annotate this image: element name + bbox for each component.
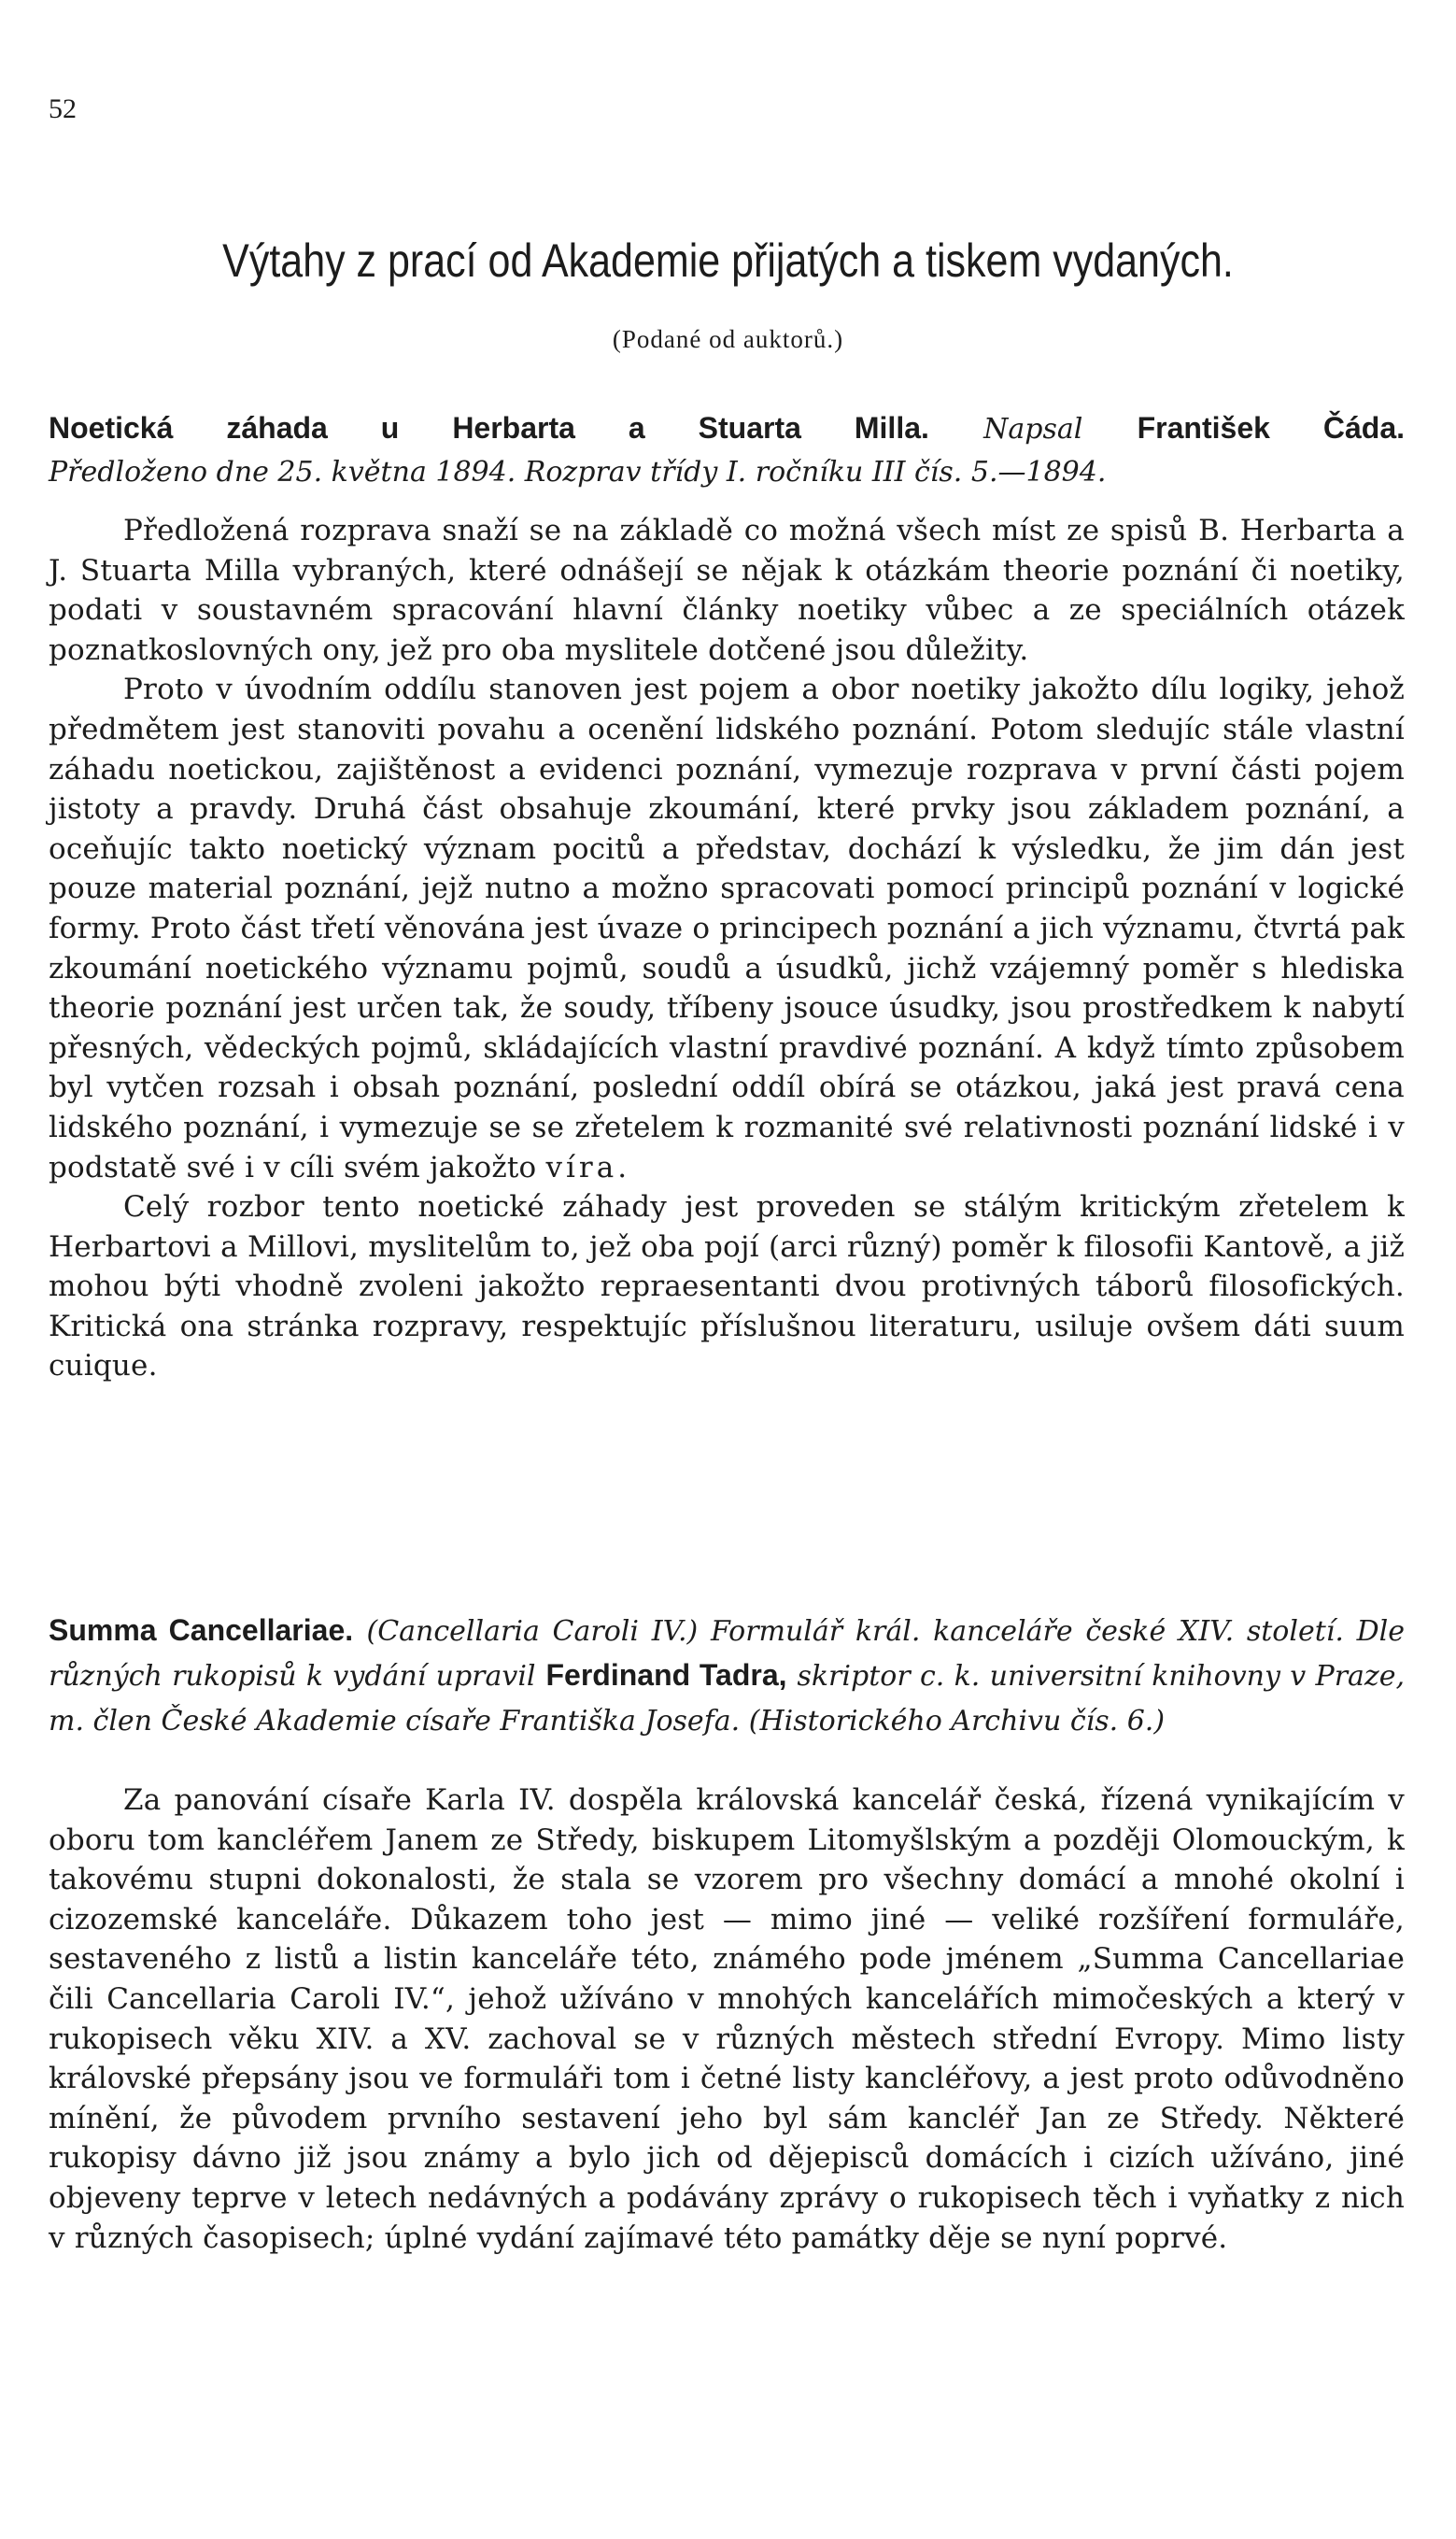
section-noeticka-zahada [49, 406, 1405, 1386]
page-subtitle: (Podané od auktorů.) [612, 325, 844, 353]
publication-info: Předloženo dne 25. května 1894. Rozprav třídy I. ročníku III čís. 5.—1894. [49, 456, 1107, 489]
author-name: František Čáda. [1137, 411, 1406, 445]
paragraph-end: . [617, 1150, 628, 1184]
author-label: Napsal [983, 413, 1083, 446]
article-title: Noetická záhada u Herbarta a Stuarta Milla. [49, 411, 929, 445]
section-heading [49, 1609, 1405, 1743]
page-title: Výtahy z prací od Akademie přijatých a tiskem vydaných. [222, 234, 1234, 287]
editor-affiliation: skriptor c. k. universitní knihovny v Praze, m. člen České Akademie císaře Františka Josefa. (Historického Archivu čís. 6.) [49, 1660, 1406, 1738]
paragraph-text: Proto v úvodním oddílu stanoven jest pojem a obor noetiky jakožto dílu logiky, jehož předmětem jest stanoviti povahu a ocenění lidského poznání. Potom sledujíc stále vlastní záhadu noetickou, zajištěnost a evidenci poznání, vymezuje rozprava v první části pojem jistoty a pravdy. Druhá část obsahuje zkoumání, které prvky jsou základem poznání, a oceňujíc takto noetický význam pocitů a představ, dochází k výsledku, že jim dán jest pouze material poznání, jejž nutno a možno spracovati pomocí principů poznání v logické formy. Proto část třetí věnována jest úvaze o principech poznání a jich významu, čtvrtá pak zkoumání noetického významu pojmů, soudů a úsudků, jichž vzájemný poměr s hlediska theorie poznání jest určen tak, že soudy, tříbeny jsouce úsudky, jsou prostředkem k nabytí přesných, vědeckých pojmů, skládajících vlastní pravdivé poznání. A když tímto způsobem byl vytčen rozsah i obsah poznání, poslední oddíl obírá se otázkou, jaká jest pravá cena lidského poznání, i vymezuje se se zřetelem k rozmanité své relativnosti poznání lidské i v podstatě své i v cíli svém jakožto [49, 673, 1405, 1184]
page-number: 52 [49, 93, 77, 124]
paragraph: Celý rozbor tento noetické záhady jest proveden se stálým kritickým zřetelem k Herbartovi a Millovi, myslitelům to, jež oba pojí (arci různý) poměr k filosofii Kantově, a již mohou býti vhodně zvoleni jakožto repraesentanti dvou protivných táborů filosofických. Kritická ona stránka rozpravy, respektujíc příslušnou literaturu, usiluje ovšem dáti suum cuique. [49, 1190, 1405, 1383]
section-heading [49, 406, 1405, 494]
paragraph: Předložená rozprava snaží se na základě co možná všech míst ze spisů B. Herbarta a J. Stuarta Milla vybraných, které odnášejí se nějak k otázkám theorie poznání či noetiky, podati v soustavném spracování hlavní články noetiky vůbec a ze speciálních otázek poznatkoslovných ony, jež pro oba myslitele dotčené jsou důležity. [49, 514, 1405, 667]
section-summa-cancellariae [49, 1609, 1405, 2258]
paragraph: Za panování císaře Karla IV. dospěla královská kancelář česká, řízená vynikajícím v oboru tom kancléřem Janem ze Středy, biskupem Litomyšlským a později Olomouckým, k takovému stupni dokonalosti, že stala se vzorem pro všechny domácí a mnohé okolní i cizozemské kanceláře. Důkazem toho jest — mimo jiné — veliké rozšíření formuláře, sestaveného z listů a listin kanceláře této, známého pode jménem „Summa Cancellariae čili Cancellaria Caroli IV.“, jehož užíváno v mnohých kancelářích mimočeských a který v rukopisech věku XIV. a XV. zachoval se v různých městech střední Evropy. Mimo listy královské přepsány jsou ve formuláři tom i četné listy kancléřovy, a jest proto odůvodněno mínění, že původem prvního sestavení jeho byl sám kancléř Jan ze Středy. Některé rukopisy dávno již jsou známy a bylo jich od dějepisců domácích i cizích užíváno, jiné objeveny teprve v letech nedávných a podávány zprávy o rukopisech těch i vyňatky z nich v různých časopisech; úplné vydání zajímavé této památky děje se nyní poprvé. [49, 1783, 1405, 2255]
emphasized-word: víra [545, 1150, 618, 1184]
article-title: Summa Cancellariae. [49, 1613, 354, 1647]
paragraph [49, 670, 1405, 1187]
article-subtitle: (Cancellaria Caroli IV.) Formulář král. kanceláře české XIV. století. Dle různých rukopisů k vydání upravil [49, 1615, 1406, 1693]
editor-name: Ferdinand Tadra, [545, 1658, 787, 1692]
